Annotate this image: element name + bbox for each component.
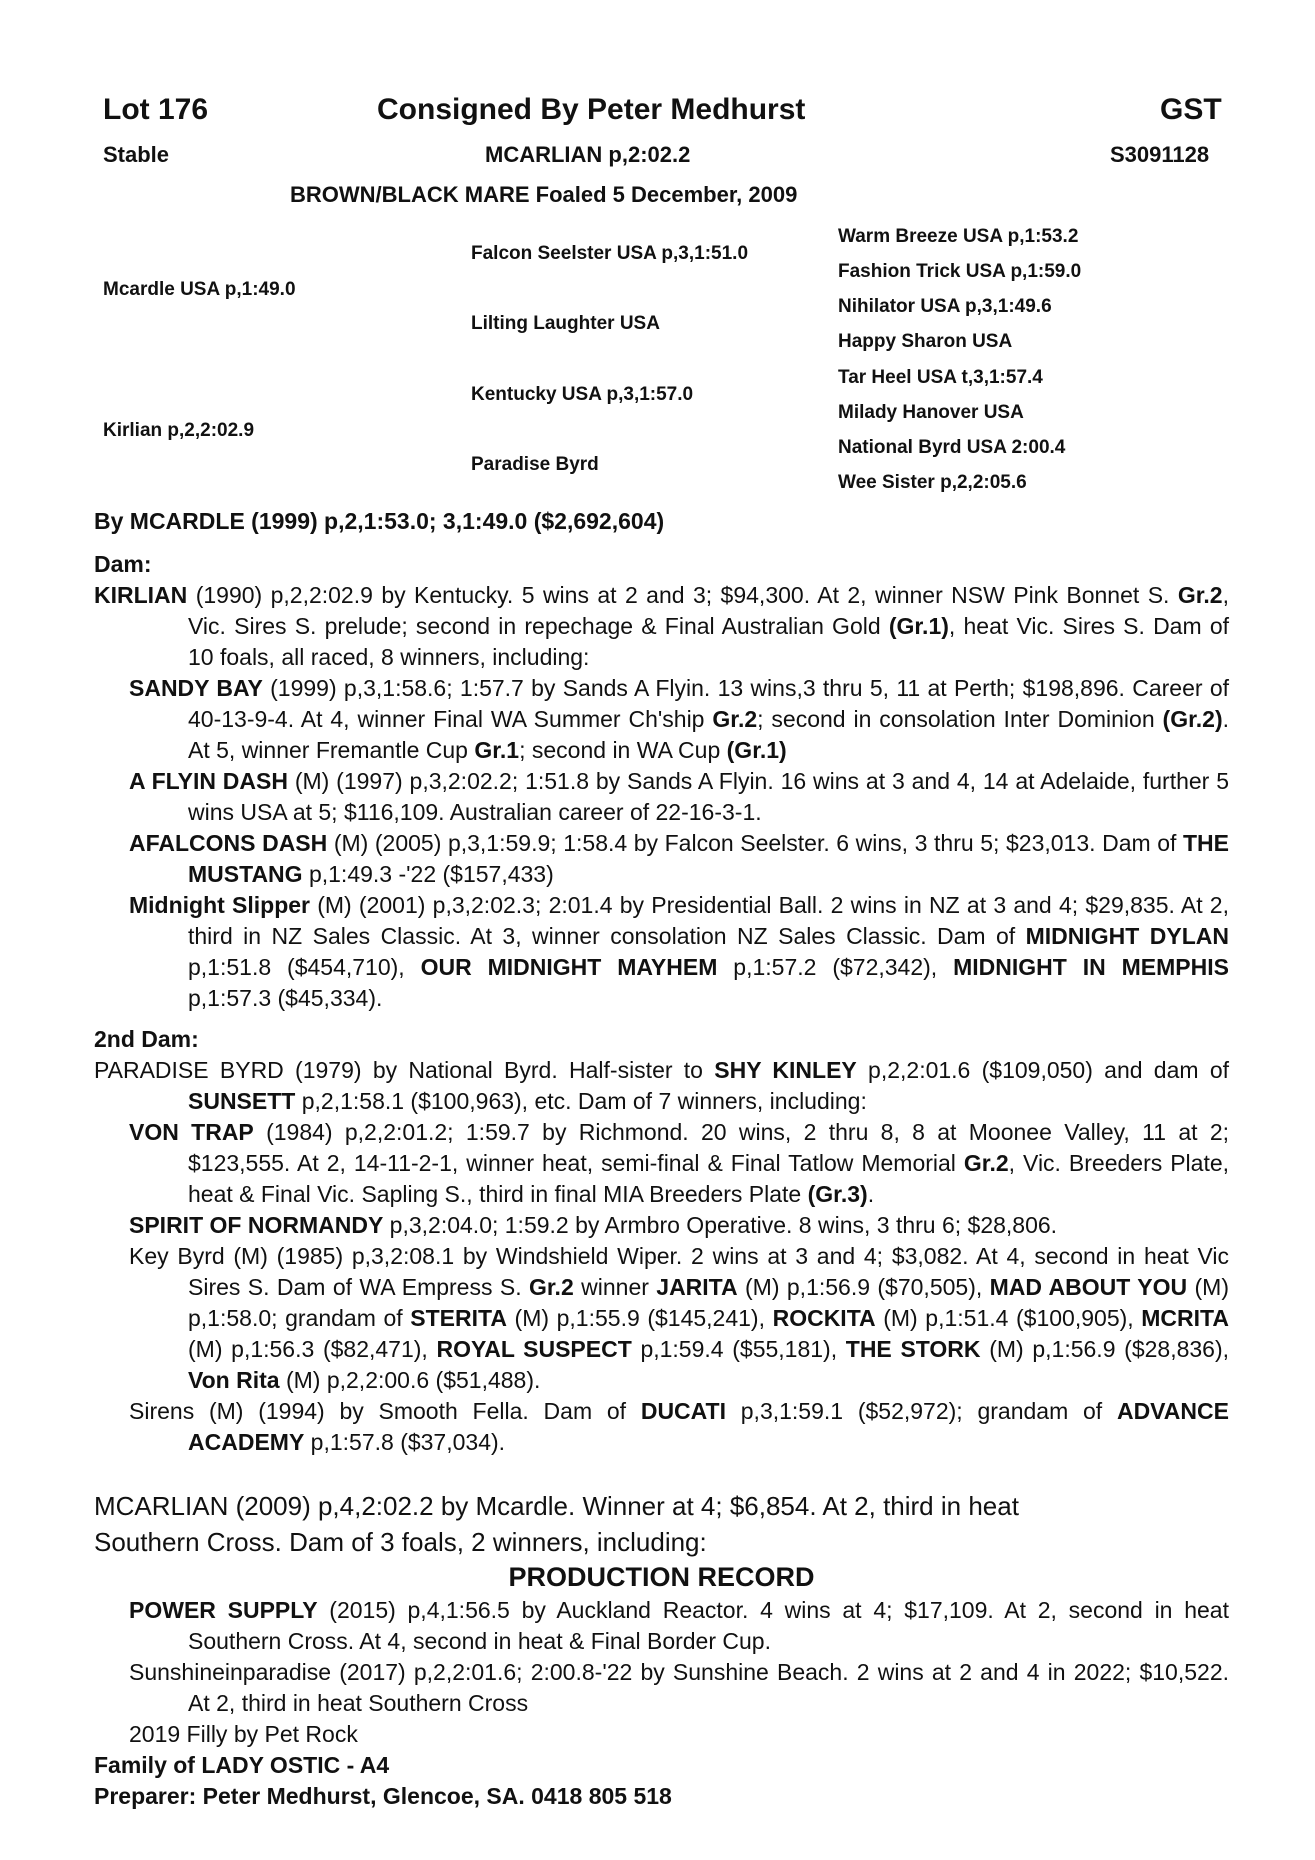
bold-text-run: (Gr.3)	[807, 1181, 868, 1207]
bold-text-run: MCRITA	[1141, 1305, 1229, 1331]
bold-text-run: VON TRAP	[129, 1119, 254, 1145]
text-run: (1984) p,2,2:01.2; 1:59.7 by Richmond. 20 wins, 2 thru 8, 8 at Moonee Valley, 11 at 2; $123,555. At 2, 14-11-2-1, winner heat, semi-final & Final Tatlow Memorial	[188, 1119, 1229, 1176]
text-run: p,1:57.3 ($45,334).	[188, 985, 383, 1011]
dam-entry	[94, 766, 1229, 828]
bold-text-run: ADVANCE ACADEMY	[188, 1398, 1229, 1455]
family-line: Family of LADY OSTIC - A4	[94, 1752, 390, 1778]
mcarlian-summary-line: MCARLIAN (2009) p,4,2:02.2 by Mcardle. Winner at 4; $6,854. At 2, third in heat	[94, 1491, 1019, 1521]
text-run: p,1:51.8 ($454,710),	[188, 954, 421, 980]
second-dam-entry	[94, 1241, 1229, 1396]
dam-section	[94, 580, 1229, 1014]
bold-text-run: ROYAL SUSPECT	[436, 1336, 632, 1362]
second-dam-entry	[94, 1210, 1229, 1241]
text-run: p,2,2:01.6 ($109,050) and dam of	[856, 1057, 1230, 1083]
text-run: p,1:59.4 ($55,181),	[631, 1336, 846, 1362]
text-run: , heat Vic. Sires S. Dam of 10 foals, all raced, 8 winners, including:	[188, 613, 1230, 670]
text-run: p,1:49.3 -'22 ($157,433)	[302, 861, 554, 887]
preparer-line: Preparer: Peter Medhurst, Glencoe, SA. 0418 805 518	[94, 1783, 672, 1809]
text-run: (1990) p,2,2:02.9 by Kentucky. 5 wins at 2 and 3; $94,300. At 2, winner NSW Pink Bonnet S.	[187, 582, 1178, 608]
second-dam-entry	[94, 1117, 1229, 1210]
text-run: ; second in WA Cup	[519, 737, 727, 763]
bold-text-run: POWER SUPPLY	[129, 1597, 318, 1623]
pedigree-gen2: Kentucky USA p,3,1:57.0	[471, 384, 694, 405]
dam-entry	[94, 580, 1229, 673]
text-run: ; second in consolation Inter Dominion	[757, 706, 1163, 732]
bold-text-run: DUCATI	[640, 1398, 726, 1424]
bold-text-run: Gr.2	[528, 1274, 574, 1300]
text-run: p,2,1:58.1 ($100,963), etc. Dam of 7 winners, including:	[295, 1088, 867, 1114]
text-run: Sunshineinparadise (2017) p,2,2:01.6; 2:00.8-'22 by Sunshine Beach. 2 wins at 2 and 4 in 2022; $10,522. At 2, third in heat Southern Cross	[129, 1659, 1229, 1716]
pedigree-gen2: Falcon Seelster USA p,3,1:51.0	[471, 243, 749, 264]
pedigree-gen3: National Byrd USA 2:00.4	[838, 437, 1066, 458]
text-run: p,1:57.2 ($72,342),	[717, 954, 954, 980]
dam-entry	[94, 828, 1229, 890]
text-run: p,3,1:59.1 ($52,972); grandam of	[726, 1398, 1117, 1424]
text-run: (M) (1997) p,3,2:02.2; 1:51.8 by Sands A Flyin. 16 wins at 3 and 4, 14 at Adelaide, further 5 wins USA at 5; $116,109. Australian career of 22-16-3-1.	[188, 768, 1229, 825]
bold-text-run: SANDY BAY	[129, 675, 263, 701]
text-run: p,1:57.8 ($37,034).	[304, 1429, 506, 1455]
text-run: , Vic. Breeders Plate, heat & Final Vic. Sapling S., third in final MIA Breeders Plate	[188, 1150, 1230, 1207]
pedigree-gen2: Paradise Byrd	[471, 454, 599, 475]
production-record-heading: PRODUCTION RECORD	[508, 1562, 815, 1592]
mcarlian-summary-line: Southern Cross. Dam of 3 foals, 2 winners, including:	[94, 1527, 707, 1557]
bold-text-run: A FLYIN DASH	[129, 768, 288, 794]
bold-text-run: Gr.2	[712, 706, 758, 732]
bold-text-run: SHY KINLEY	[714, 1057, 857, 1083]
text-run: Key Byrd (M) (1985) p,3,2:08.1 by Windshield Wiper. 2 wins at 3 and 4; $3,082. At 4, second in heat Vic Sires S. Dam of WA Empress S.	[129, 1243, 1229, 1300]
pedigree-gen3: Fashion Trick USA p,1:59.0	[838, 261, 1082, 282]
text-run: (M) p,2,2:00.6 ($51,488).	[279, 1367, 541, 1393]
text-run: p,3,2:04.0; 1:59.2 by Armbro Operative. 8 wins, 3 thru 6; $28,806.	[383, 1212, 1058, 1238]
pedigree-gen3: Warm Breeze USA p,1:53.2	[838, 226, 1079, 247]
bold-text-run: (Gr.1)	[726, 737, 787, 763]
bold-text-run: (Gr.1)	[888, 613, 949, 639]
bold-text-run: AFALCONS DASH	[129, 830, 328, 856]
bold-text-run: Midnight Slipper	[129, 892, 310, 918]
second-dam-section	[94, 1055, 1229, 1458]
bold-text-run: KIRLIAN	[94, 582, 188, 608]
production-section	[94, 1595, 1229, 1719]
bold-text-run: JARITA	[656, 1274, 738, 1300]
text-run: (M) p,1:56.9 ($28,836),	[980, 1336, 1230, 1362]
dam-entry	[94, 890, 1229, 1014]
bold-text-run: SPIRIT OF NORMANDY	[129, 1212, 384, 1238]
bold-text-run: (Gr.2)	[1162, 706, 1223, 732]
text-run: (2015) p,4,1:56.5 by Auckland Reactor. 4 wins at 4; $17,109. At 2, second in heat Southern Cross. At 4, second in heat & Final Border Cup.	[188, 1597, 1229, 1654]
bold-text-run: MIDNIGHT DYLAN	[1025, 923, 1229, 949]
second-dam-entry	[94, 1055, 1229, 1117]
bold-text-run: Gr.2	[1177, 582, 1223, 608]
dam-heading: Dam:	[94, 551, 152, 577]
text-run: PARADISE BYRD (1979) by National Byrd. Half-sister to	[94, 1057, 715, 1083]
bold-text-run: THE MUSTANG	[188, 830, 1229, 887]
pedigree-sire: Mcardle USA p,1:49.0	[103, 279, 296, 300]
stable-label: Stable	[103, 142, 170, 167]
bold-text-run: ROCKITA	[772, 1305, 876, 1331]
bold-text-run: SUNSETT	[188, 1088, 296, 1114]
text-run: Sirens (M) (1994) by Smooth Fella. Dam of	[129, 1398, 641, 1424]
text-run: (M) p,1:56.3 ($82,471),	[188, 1336, 437, 1362]
horse-name: MCARLIAN p,2:02.2	[485, 142, 691, 167]
text-run: (M) p,1:55.9 ($145,241),	[506, 1305, 773, 1331]
pedigree-gen3: Happy Sharon USA	[838, 331, 1013, 352]
text-run: (M) p,1:51.4 ($100,905),	[875, 1305, 1142, 1331]
pedigree-gen3: Nihilator USA p,3,1:49.6	[838, 296, 1052, 317]
filly-entry: 2019 Filly by Pet Rock	[129, 1721, 358, 1747]
pedigree-gen2: Lilting Laughter USA	[471, 313, 660, 334]
text-run: (M) (2005) p,3,1:59.9; 1:58.4 by Falcon Seelster. 6 wins, 3 thru 5; $23,013. Dam of	[327, 830, 1183, 856]
text-run: (1999) p,3,1:58.6; 1:57.7 by Sands A Flyin. 13 wins,3 thru 5, 11 at Perth; $198,896. Career of 40-13-9-4. At 4, winner Final WA Summer Ch'ship	[188, 675, 1230, 732]
bold-text-run: STERITA	[410, 1305, 507, 1331]
lot-number: Lot 176	[103, 93, 209, 126]
second-dam-heading: 2nd Dam:	[94, 1026, 199, 1052]
pedigree-dam: Kirlian p,2,2:02.9	[103, 420, 255, 441]
horse-description: BROWN/BLACK MARE Foaled 5 December, 2009	[290, 182, 798, 207]
text-run: (M) (2001) p,3,2:02.3; 2:01.4 by Presidential Ball. 2 wins in NZ at 3 and 4; $29,835. At 2, third in NZ Sales Classic. At 3, winner consolation NZ Sales Classic. Dam of	[188, 892, 1229, 949]
pedigree-gen3: Milady Hanover USA	[838, 402, 1024, 423]
production-entry	[94, 1595, 1229, 1657]
bold-text-run: Gr.2	[963, 1150, 1009, 1176]
text-run: (M) p,1:58.0; grandam of	[188, 1274, 1230, 1331]
horse-id: S3091128	[1110, 142, 1210, 167]
pedigree-gen3: Tar Heel USA t,3,1:57.4	[838, 367, 1043, 388]
text-run: winner	[573, 1274, 657, 1300]
consignor: Consigned By Peter Medhurst	[377, 93, 806, 126]
bold-text-run: MAD ABOUT YOU	[989, 1274, 1188, 1300]
production-entry	[94, 1657, 1229, 1719]
text-run: .	[867, 1181, 875, 1207]
bold-text-run: Gr.1	[474, 737, 520, 763]
dam-entry	[94, 673, 1229, 766]
bold-text-run: MIDNIGHT IN MEMPHIS	[953, 954, 1229, 980]
bold-text-run: OUR MIDNIGHT MAYHEM	[420, 954, 718, 980]
code: GST	[1160, 93, 1222, 126]
by-line: By MCARDLE (1999) p,2,1:53.0; 3,1:49.0 ($2,692,604)	[94, 508, 665, 534]
pedigree-gen3: Wee Sister p,2,2:05.6	[838, 472, 1027, 493]
second-dam-entry	[94, 1396, 1229, 1458]
text-run: . At 5, winner Fremantle Cup	[188, 706, 1229, 763]
bold-text-run: Von Rita	[188, 1367, 280, 1393]
bold-text-run: THE STORK	[845, 1336, 981, 1362]
text-run: , Vic. Sires S. prelude; second in repechage & Final Australian Gold	[188, 582, 1229, 639]
text-run: (M) p,1:56.9 ($70,505),	[737, 1274, 990, 1300]
catalogue-body	[94, 506, 1229, 1812]
